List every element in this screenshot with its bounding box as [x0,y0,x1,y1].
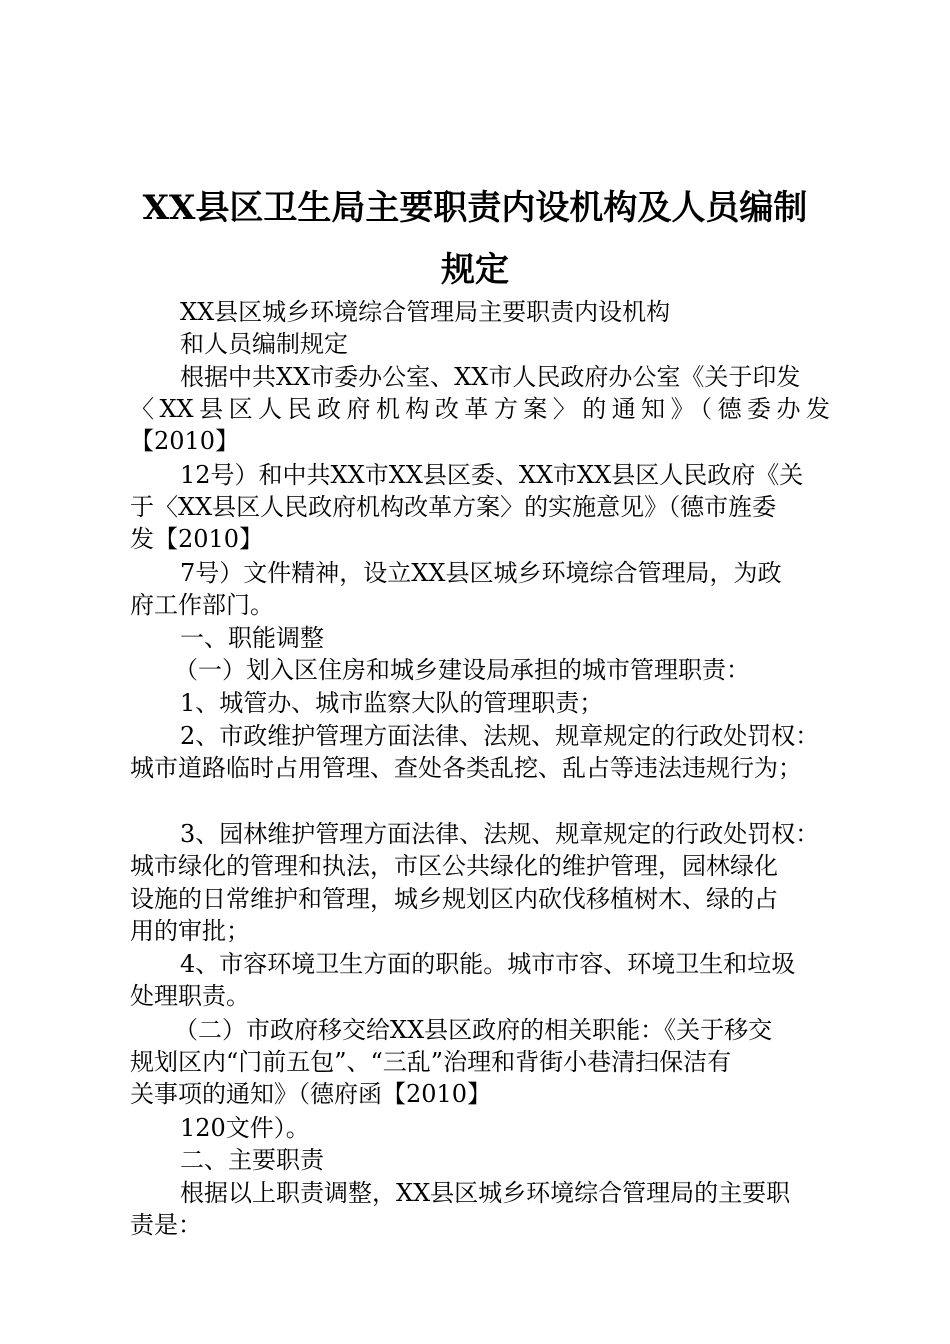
subsection-heading: （一）划入区住房和城乡建设局承担的城市管理职责： [174,656,750,684]
section-heading: 二、主要职责 [180,1146,324,1174]
paragraph-line: 关事项的通知》（德府函【2010】 [130,1080,492,1108]
list-item: 2、市政维护管理方面法律、法规、规章规定的行政处罚权： [180,722,820,750]
list-item: 1、城管办、城市监察大队的管理职责； [180,689,604,717]
paragraph-line: 规划区内“门前五包”、“三乱”治理和背街小巷清扫保洁有 [130,1048,732,1076]
paragraph-line: 7号）文件精神，设立XX县区城乡环境综合管理局，为政 [180,559,782,587]
paragraph-line: 府工作部门。 [130,591,274,619]
paragraph-line: 【2010】 [130,427,240,455]
document-title-line-2: 规定 [441,250,509,290]
paragraph-line: 12号）和中共XX市XX县区委、XX市XX县区人民政府《关 [180,461,804,489]
paragraph-line: 〈XX县区人民政府机构改革方案〉的通知》（德委办发 [130,395,830,423]
paragraph-line: 发【2010】 [130,525,264,553]
paragraph-line: 根据以上职责调整，XX县区城乡环境综合管理局的主要职 [180,1179,791,1207]
paragraph-line: 设施的日常维护和管理，城乡规划区内砍伐移植树木、绿的占 [130,885,778,913]
paragraph-line: 城市绿化的管理和执法，市区公共绿化的维护管理，园林绿化 [130,852,778,880]
paragraph-line: 城市道路临时占用管理、查处各类乱挖、乱占等违法违规行为； [130,754,802,782]
paragraph-line: 处理职责。 [130,982,250,1010]
section-heading: 一、职能调整 [180,624,324,652]
list-item: 4、市容环境卫生方面的职能。城市市容、环境卫生和垃圾 [180,950,796,978]
document-title-line-1: XX县区卫生局主要职责内设机构及人员编制 [142,188,808,228]
paragraph-line: 根据中共XX市委办公室、XX市人民政府办公室《关于印发 [180,363,801,391]
paragraph-line: 120文件）。 [180,1114,310,1142]
list-item: 3、园林维护管理方面法律、法规、规章规定的行政处罚权： [180,820,820,848]
paragraph-line: 用的审批； [130,917,250,945]
paragraph-line: XX县区城乡环境综合管理局主要职责内设机构 [180,298,671,326]
paragraph-line: 责是： [130,1211,202,1239]
paragraph-line: 和人员编制规定 [180,330,348,358]
paragraph-line: 于〈XX县区人民政府机构改革方案〉的实施意见》（德市旌委 [130,493,777,521]
subsection-heading: （二）市政府移交给XX县区政府的相关职能：《关于移交 [174,1016,773,1044]
